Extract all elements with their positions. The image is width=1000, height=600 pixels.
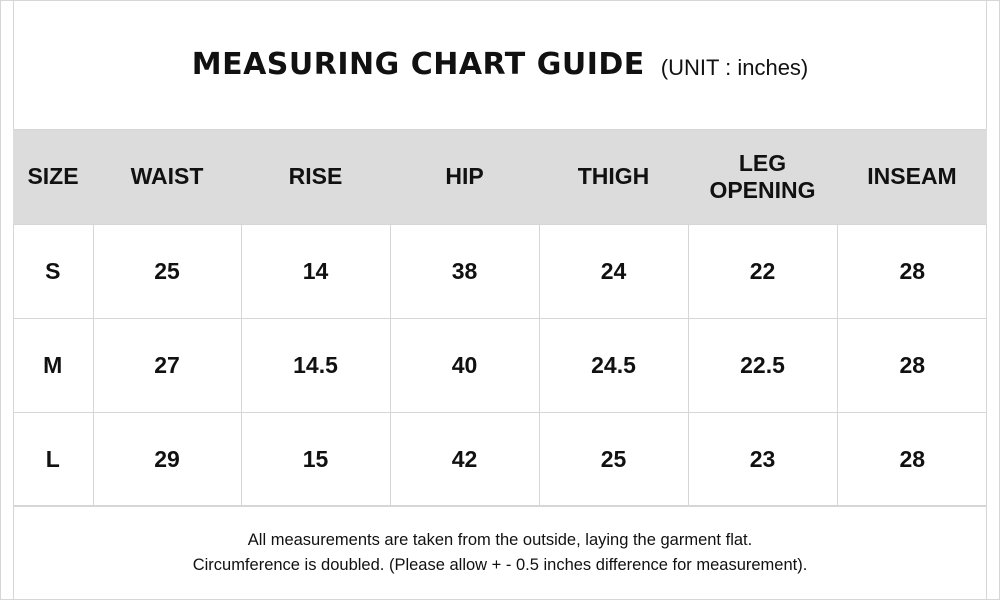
- table-cell: 27: [93, 318, 241, 412]
- column-header-thigh: THIGH: [539, 130, 688, 224]
- table-cell: 28: [837, 412, 987, 506]
- table-cell: 14.5: [241, 318, 390, 412]
- table-cell: 22: [688, 224, 837, 318]
- column-header-inseam: INSEAM: [837, 130, 987, 224]
- table-cell: M: [13, 318, 93, 412]
- column-header-waist: WAIST: [93, 130, 241, 224]
- column-header-hip: HIP: [390, 130, 539, 224]
- column-header-rise: RISE: [241, 130, 390, 224]
- measurement-note: [13, 505, 987, 600]
- table-header-row: [13, 130, 987, 224]
- note-line-1: All measurements are taken from the outside, laying the garment flat.: [247, 531, 753, 549]
- table-row-l: [13, 412, 987, 506]
- table-cell: 25: [93, 224, 241, 318]
- size-chart-table: [13, 130, 987, 507]
- table-cell: 28: [837, 224, 987, 318]
- table-cell: 22.5: [688, 318, 837, 412]
- table-cell: 42: [390, 412, 539, 506]
- table-cell: 38: [390, 224, 539, 318]
- column-header-size: SIZE: [13, 130, 93, 224]
- table-cell: S: [13, 224, 93, 318]
- table-row-m: [13, 318, 987, 412]
- title-row: [13, 0, 987, 130]
- table-cell: 25: [539, 412, 688, 506]
- table-cell: 29: [93, 412, 241, 506]
- table-cell: 14: [241, 224, 390, 318]
- table-cell: 28: [837, 318, 987, 412]
- unit-label: (UNIT : inches): [660, 54, 809, 80]
- column-header-leg-opening: LEG OPENING: [688, 130, 837, 224]
- page-title: MEASURING CHART GUIDE: [191, 47, 645, 82]
- table-cell: 24: [539, 224, 688, 318]
- note-line-2: Circumference is doubled. (Please allow + - 0.5 inches difference for measurement).: [192, 556, 808, 574]
- table-cell: 40: [390, 318, 539, 412]
- table-cell: 15: [241, 412, 390, 506]
- table-cell: 24.5: [539, 318, 688, 412]
- table-row-s: [13, 224, 987, 318]
- table-cell: 23: [688, 412, 837, 506]
- table-cell: L: [13, 412, 93, 506]
